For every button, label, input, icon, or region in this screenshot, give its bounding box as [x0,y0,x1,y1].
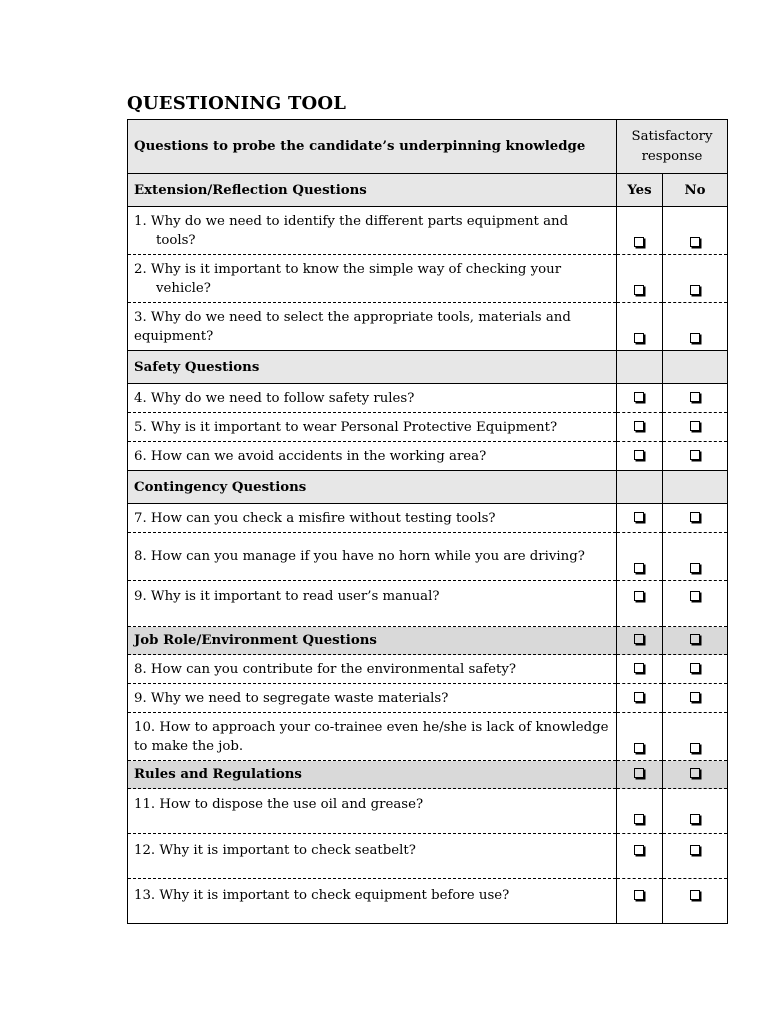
question-text: 13. Why it is important to check equipment before use? [128,879,617,924]
yes-checkbox[interactable] [634,692,644,702]
no-checkbox[interactable] [690,285,700,295]
question-text: 1. Why do we need to identify the different parts equipment and tools? [128,207,617,255]
yes-checkbox[interactable] [634,743,644,753]
yes-checkbox[interactable] [634,237,644,247]
question-row [128,504,728,533]
section-title: Safety Questions [128,351,617,384]
question-row [128,207,728,255]
no-checkbox[interactable] [690,237,700,247]
section-title: Extension/Reflection Questions [128,174,617,207]
response-column-header: Satisfactory response [617,120,728,174]
yes-checkbox[interactable] [634,563,644,573]
questioning-table [127,119,728,924]
question-row [128,581,728,627]
section-row-safety [128,351,728,384]
yes-checkbox[interactable] [634,450,644,460]
question-row [128,789,728,834]
no-checkbox[interactable] [690,392,700,402]
no-checkbox[interactable] [690,743,700,753]
question-row [128,303,728,351]
question-text: 2. Why is it important to know the simple way of checking your vehicle? [128,255,617,303]
no-checkbox[interactable] [690,692,700,702]
section-title: Contingency Questions [128,471,617,504]
no-column-header: No [663,174,728,207]
no-checkbox[interactable] [690,634,700,644]
question-row [128,684,728,713]
section-row-rules [128,761,728,789]
question-row [128,834,728,879]
question-text: 12. Why it is important to check seatbelt? [128,834,617,879]
question-row [128,255,728,303]
section-title: Rules and Regulations [128,761,617,789]
question-row [128,384,728,413]
question-text: 3. Why do we need to select the appropriate tools, materials and equipment? [128,303,617,351]
question-text: 9. Why we need to segregate waste materials? [128,684,617,713]
question-row [128,533,728,581]
yes-checkbox[interactable] [634,285,644,295]
section-row-jobrole [128,627,728,655]
no-checkbox[interactable] [690,591,700,601]
no-checkbox[interactable] [690,814,700,824]
question-row [128,442,728,471]
no-checkbox[interactable] [690,768,700,778]
no-checkbox[interactable] [690,663,700,673]
section-title: Job Role/Environment Questions [128,627,617,655]
yes-checkbox[interactable] [634,845,644,855]
no-checkbox[interactable] [690,333,700,343]
question-text: 7. How can you check a misfire without testing tools? [128,504,617,533]
question-text: 5. Why is it important to wear Personal Protective Equipment? [128,413,617,442]
question-text: 6. How can we avoid accidents in the working area? [128,442,617,471]
table-header-row [128,120,728,174]
yes-checkbox[interactable] [634,814,644,824]
no-checkbox[interactable] [690,450,700,460]
yes-checkbox[interactable] [634,768,644,778]
questions-column-header: Questions to probe the candidate’s underpinning knowledge [128,120,617,174]
section-row-contingency [128,471,728,504]
question-row [128,713,728,761]
question-row [128,655,728,684]
question-text: 8. How can you contribute for the environmental safety? [128,655,617,684]
yes-checkbox[interactable] [634,392,644,402]
question-text: 8. How can you manage if you have no horn while you are driving? [128,533,617,581]
section-row-extension [128,174,728,207]
no-checkbox[interactable] [690,845,700,855]
question-text: 10. How to approach your co-trainee even he/she is lack of knowledge to make the job. [128,713,617,761]
yes-checkbox[interactable] [634,333,644,343]
no-checkbox[interactable] [690,512,700,522]
question-text: 9. Why is it important to read user’s manual? [128,581,617,627]
yes-checkbox[interactable] [634,634,644,644]
yes-column-header: Yes [617,174,663,207]
question-text: 4. Why do we need to follow safety rules? [128,384,617,413]
question-text: 11. How to dispose the use oil and grease? [128,789,617,834]
yes-checkbox[interactable] [634,890,644,900]
page-title: QUESTIONING TOOL [127,93,347,114]
no-checkbox[interactable] [690,563,700,573]
no-checkbox[interactable] [690,421,700,431]
yes-checkbox[interactable] [634,663,644,673]
no-checkbox[interactable] [690,890,700,900]
yes-checkbox[interactable] [634,591,644,601]
yes-checkbox[interactable] [634,421,644,431]
yes-checkbox[interactable] [634,512,644,522]
question-row [128,879,728,924]
question-row [128,413,728,442]
